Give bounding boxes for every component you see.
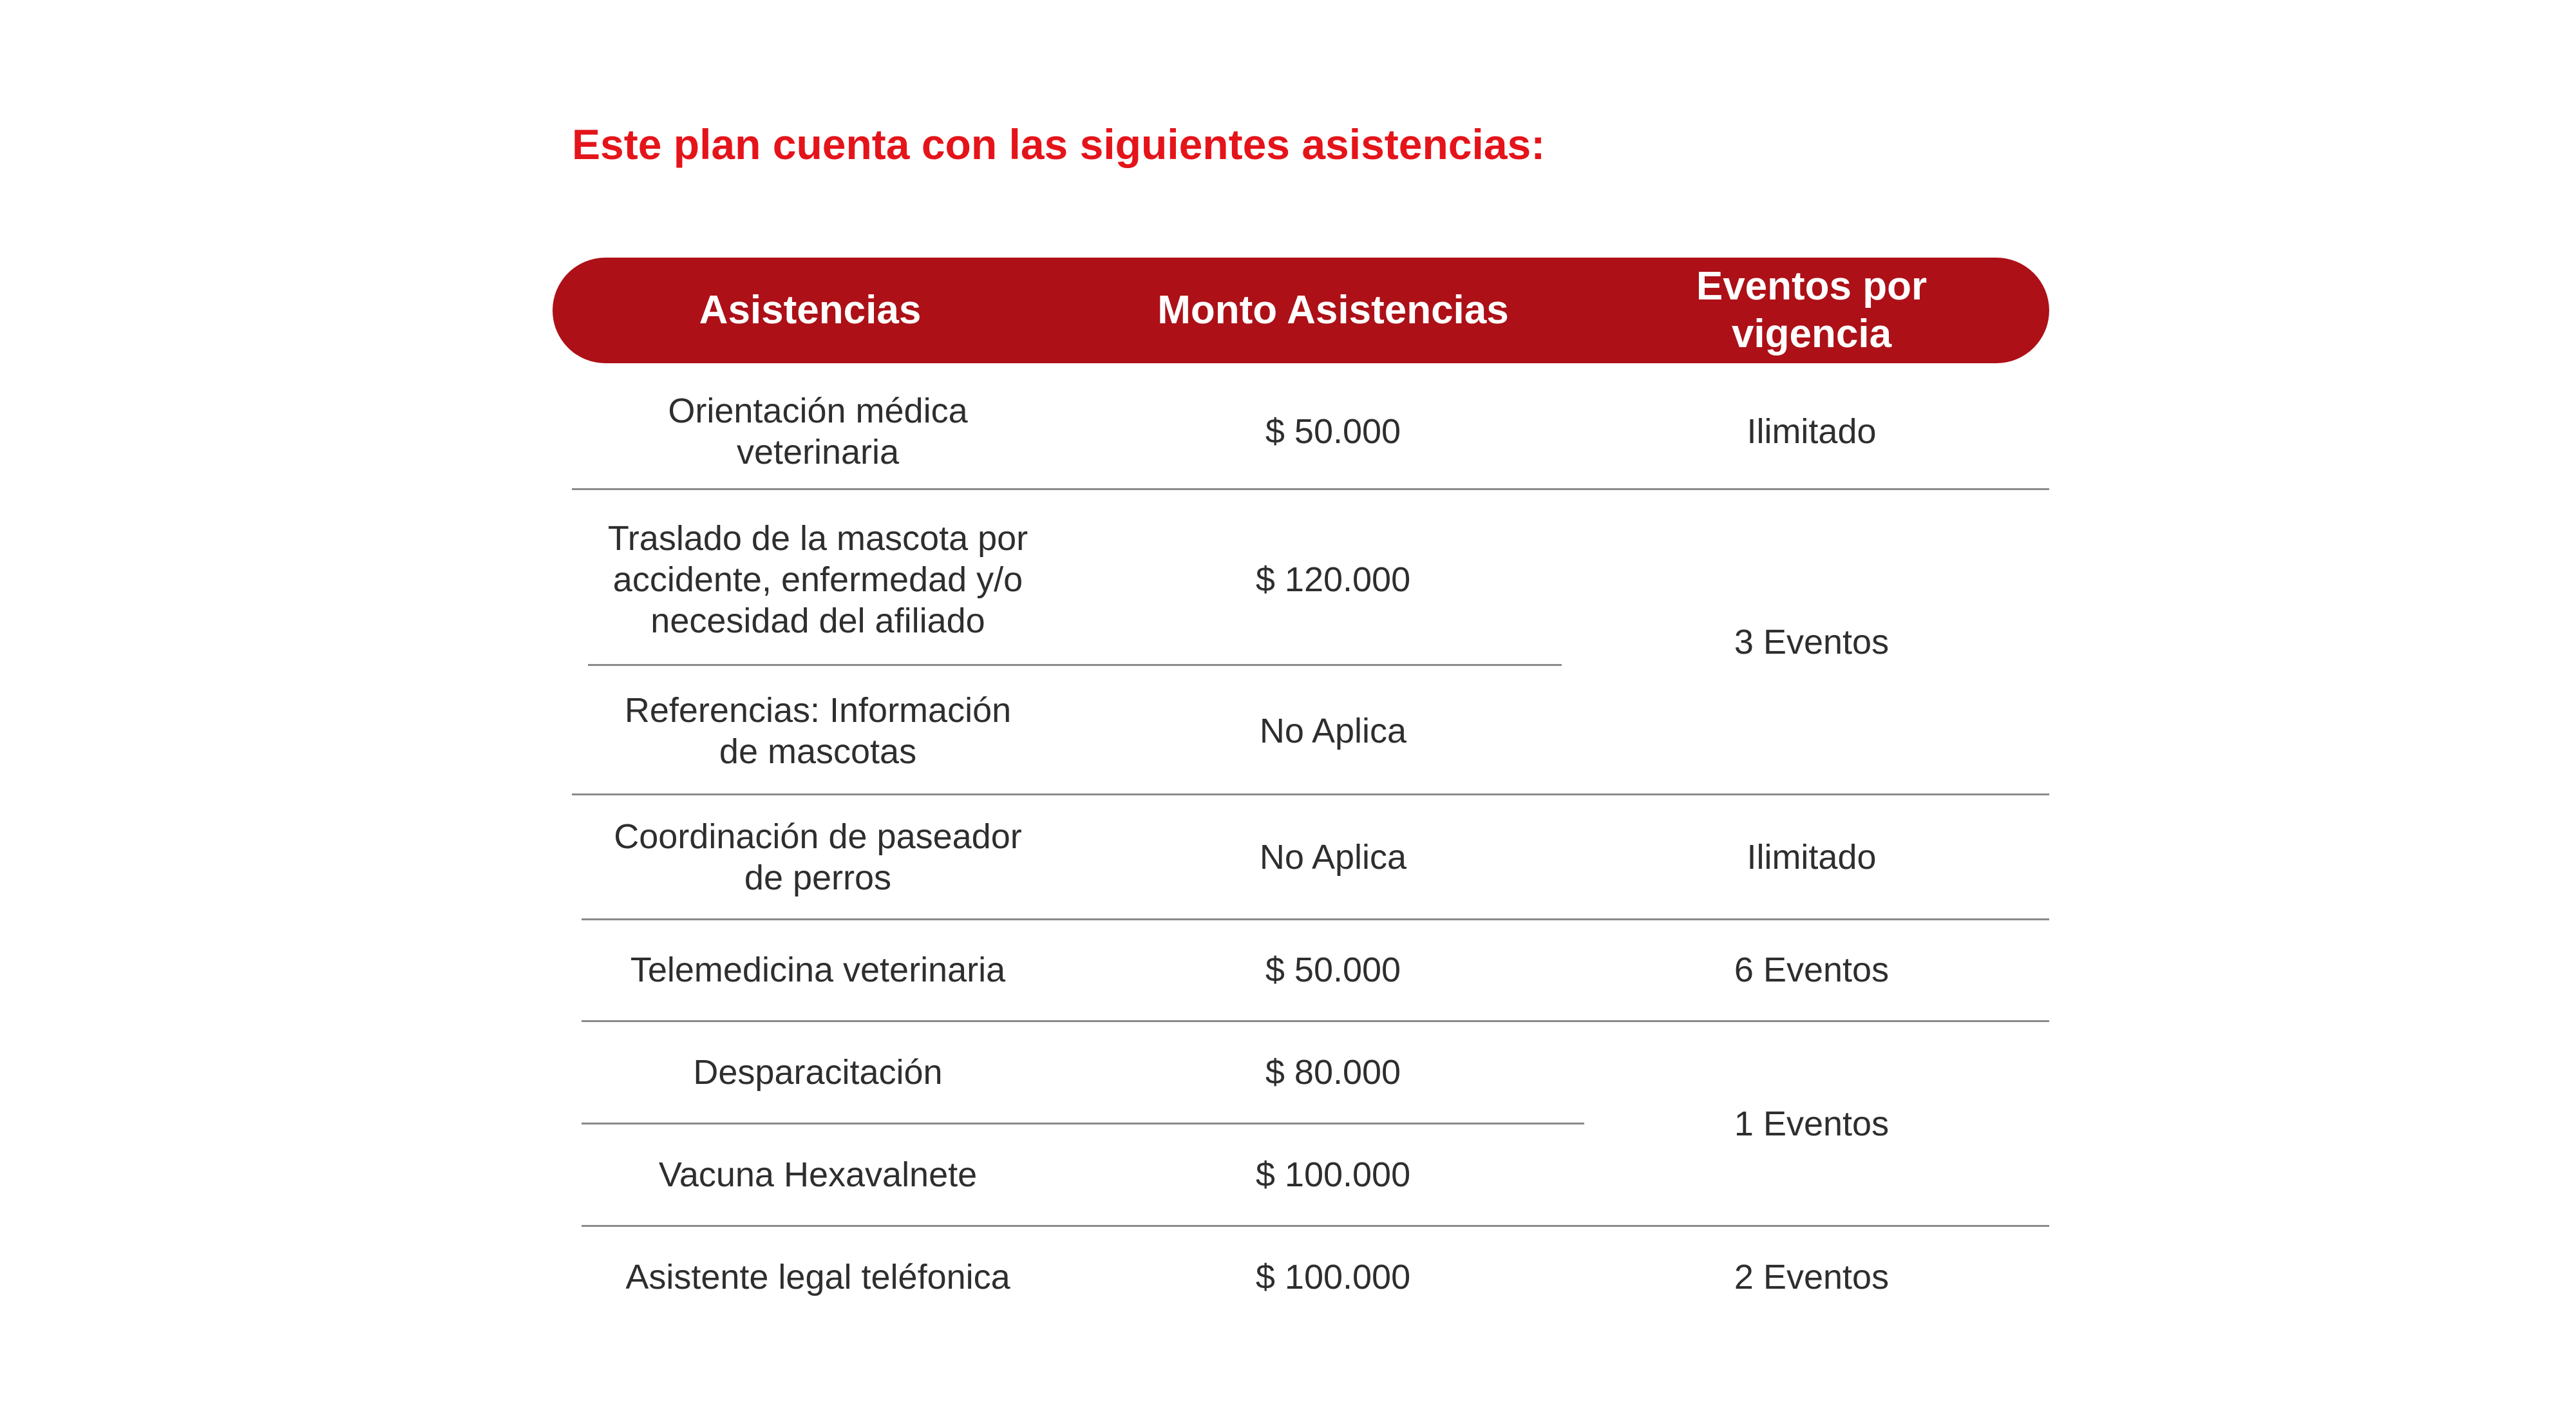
row-divider: [582, 1020, 2049, 1022]
row-7-asistencia: Asistente legal teléfonica: [625, 1257, 1010, 1296]
header-asistencias: Asistencias: [699, 288, 922, 332]
row-1-2-eventos: 3 Eventos: [1734, 623, 1889, 661]
row-3-monto: No Aplica: [1259, 837, 1407, 877]
row-4-asistencia: Telemedicina veterinaria: [630, 951, 1006, 989]
row-0-asistencia-text: Orientación médica veterinaria: [668, 392, 968, 471]
row-3-asistencia-text: Coordinación de paseador de perros: [614, 817, 1022, 897]
row-3-eventos: Ilimitado: [1747, 837, 1877, 877]
header-eventos-label: Eventos por vigencia: [1696, 264, 1927, 356]
row-divider: [572, 793, 2049, 795]
row-1-monto: $ 120.000: [1255, 560, 1411, 599]
row-2-monto: No Aplica: [1259, 712, 1407, 750]
row-4-monto: $ 50.000: [1265, 951, 1401, 989]
row-5-6-eventos: 1 Eventos: [1734, 1105, 1889, 1143]
row-1-asistencia: [573, 496, 1063, 663]
row-2-asistencia: [573, 670, 1063, 792]
row-3-asistencia: [573, 797, 1063, 916]
header-monto-asistencias: Monto Asistencias: [1157, 288, 1509, 332]
row-0-eventos: Ilimitado: [1747, 412, 1877, 451]
row-divider: [582, 918, 2049, 920]
row-5-monto: $ 80.000: [1265, 1052, 1401, 1092]
row-2-asistencia-text: Referencias: Información de mascotas: [624, 691, 1012, 771]
row-7-eventos: 2 Eventos: [1734, 1257, 1889, 1296]
row-5-asistencia: Desparacitación: [693, 1052, 943, 1092]
page-title: Este plan cuenta con las siguientes asistencias:: [572, 120, 1546, 168]
row-1-asistencia-text: Traslado de la mascota por accidente, enfermedad y/o necesidad del afiliado: [607, 519, 1028, 640]
row-0-asistencia: [573, 377, 1063, 486]
row-divider: [582, 1225, 2049, 1227]
row-divider: [588, 664, 1562, 666]
header-eventos-por-vigencia: [1598, 258, 2025, 363]
row-7-monto: $ 100.000: [1255, 1257, 1411, 1296]
row-divider: [572, 488, 2049, 490]
row-6-asistencia: Vacuna Hexavalnete: [658, 1155, 978, 1194]
row-6-monto: $ 100.000: [1255, 1155, 1411, 1194]
row-4-eventos: 6 Eventos: [1734, 951, 1889, 989]
row-0-monto: $ 50.000: [1265, 412, 1401, 451]
